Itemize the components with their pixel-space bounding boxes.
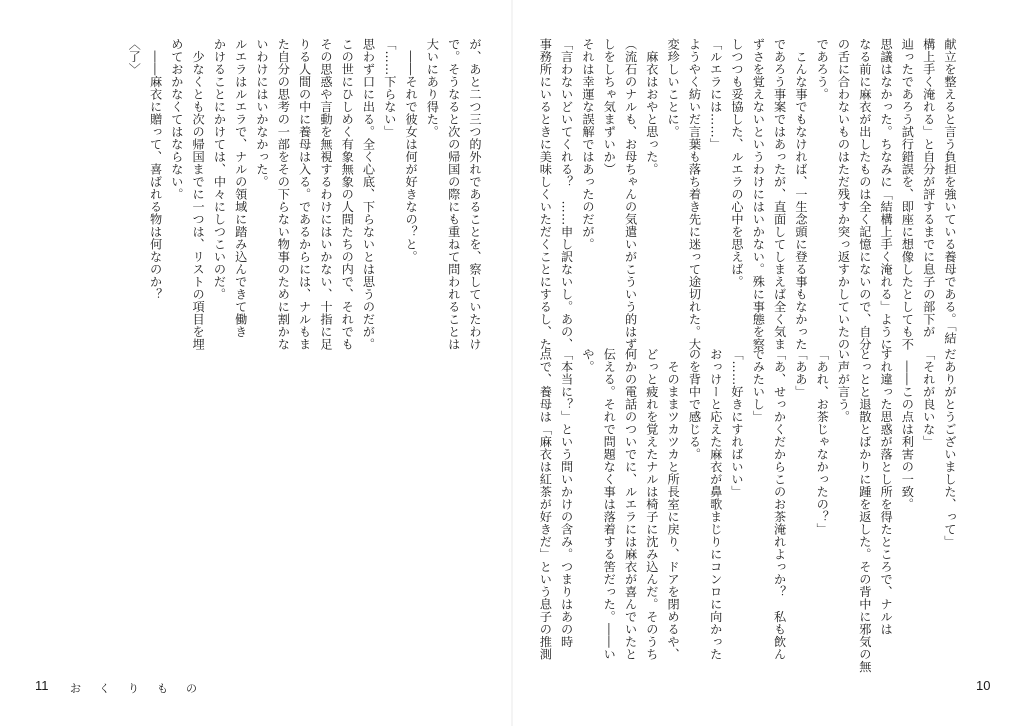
text-line: だありがとうございました、って」 — [943, 348, 957, 548]
text-line: ルエラはルエラで、ナルの領域に踏み込んできて働き — [233, 38, 248, 338]
text-line: 変珍しいことに。 — [666, 38, 681, 138]
text-line: 伝える。それで問題なく事は落着する筈だった。――い — [602, 348, 617, 661]
text-line: それは幸運な誤解ではあったのだが。 — [580, 38, 595, 251]
text-line: ずさを覚えないというわけにはいかない。殊に事態を察 — [751, 38, 766, 351]
text-line: 事務所にいるときに美味しくいただくことにするし、た — [538, 38, 553, 351]
left-page-text — [55, 38, 485, 351]
text-line: い声が言う。 — [836, 348, 851, 423]
text-line: この世にひしめく有象無象の人間たちの内で、それでも — [340, 38, 355, 351]
text-line: とっとと退散とばかりに踵を返した。その背中に邪気の無 — [857, 348, 872, 673]
text-line: ――この点は利害の一致。 — [900, 348, 915, 511]
text-line: が、あと二つ三つ的外れであることを、察していたわけ — [468, 38, 482, 351]
text-line: めておかなくてはならない。 — [169, 38, 184, 201]
text-line: そのままツカツカと所長室に戻り、ドアを閉めるや、 — [666, 348, 681, 661]
text-line: しつつも妥協した、ルエラの心中を思えば。 — [730, 38, 745, 288]
text-line: 構上手く淹れる」と自分が評するまでに息子の部下が — [921, 38, 936, 338]
text-line: のを背中で感じる。 — [687, 348, 702, 461]
text-line: なる前に麻衣が出したものは全く記憶にないので、自分 — [857, 38, 872, 351]
text-line: ――麻衣に贈って、喜ばれる物は何なのか？ — [148, 38, 163, 301]
text-line: どっと疲れを覚えたナルは椅子に沈み込んだ。そのうち — [644, 348, 659, 661]
text-line: で。そうなると次の帰国の際にも重ねて問われることは — [446, 38, 461, 351]
text-line: いわけにはいかなかった。 — [255, 38, 270, 188]
text-line: ――それで彼女は何が好きなの？と。 — [404, 38, 419, 263]
text-line: かけることにかけては、中々にしつこいのだ。 — [212, 38, 227, 301]
text-line: の舌に合わないものはただ残すか突っ返すかしていたの — [836, 38, 851, 351]
right-page-upper-text — [538, 38, 960, 351]
gutter — [511, 0, 513, 726]
text-line: りる人間の中に養母は入る。であるからには、ナルもま — [297, 38, 312, 351]
running-title: おくりもの — [70, 682, 215, 695]
text-line: 麻衣はおやと思った。 — [644, 38, 659, 176]
text-line: 「本当に？」という問いかけの含み。つまりはあの時 — [559, 348, 574, 648]
text-line: や。 — [580, 348, 595, 373]
text-line: であろう。 — [815, 38, 830, 101]
text-line: た自分の思考の一部をその下らない物事のために割かな — [276, 38, 291, 351]
text-line: であろう事案ではあったが、直面してしまえば全く気ま — [772, 38, 787, 351]
text-line: （流石のナルも、お母ちゃんの気遣いがこういう的はず — [623, 38, 638, 351]
text-line: 何かの電話のついでに、ルエラには麻衣が喜んでいたと — [623, 348, 638, 661]
page-number-left: 11 — [35, 678, 49, 693]
text-line: 「……好きにすればいい」 — [730, 348, 745, 498]
text-line: ようやく紡いだ言葉も落ち着き先に迷って途切れた。大 — [687, 38, 702, 351]
text-line: 「あれ、お茶じゃなかったの？」 — [815, 348, 830, 536]
text-line: 少なくとも次の帰国までに一つは、リストの項目を埋 — [191, 38, 206, 351]
text-line: 「それが良いな」 — [921, 348, 936, 448]
text-line: おっけーと応えた麻衣が鼻歌まじりにコンロに向かった — [708, 348, 723, 661]
text-line: 大いにあり得た。 — [425, 38, 440, 138]
text-line: その思惑や言動を無視するわけにはいかない、十指に足 — [318, 38, 333, 351]
page-number-right: 10 — [976, 678, 991, 693]
text-line: 「……下らない」 — [382, 38, 397, 138]
text-line: しをしちゃ気まずいか） — [602, 38, 617, 176]
text-line: 思議はなかった。ちなみに「結構上手く淹れる」ように — [879, 38, 894, 351]
end-mark: 〈了〉 — [127, 38, 142, 76]
right-page-lower-text — [538, 348, 960, 673]
text-line: 思わず口に出る。全く心底、下らないとは思うのだが。 — [361, 38, 376, 351]
text-line: 「ルエラには……」 — [708, 38, 723, 151]
text-line: こんな事でもなければ、一生念頭に登る事もなかった — [793, 38, 808, 351]
text-line: 「あ、せっかくだからこのお茶淹れよっか？ 私も飲ん — [772, 348, 787, 661]
text-line: 献立を整えると言う負担を強いている養母である。「結 — [943, 38, 957, 345]
text-line: 「言わないどいてくれる？ ……申し訳ないし。あの、 — [559, 38, 574, 351]
text-line: でみたいし」 — [751, 348, 766, 423]
text-line: 点で、養母は「麻衣は紅茶が好きだ」という息子の推測 — [538, 348, 553, 661]
text-line: すれ違った思惑が落とし所を得たところで、ナルは — [879, 348, 894, 636]
text-line: 「ああ」 — [793, 348, 808, 398]
text-line: 辿ったであろう試行錯誤を、即座に想像したとしても不 — [900, 38, 915, 351]
